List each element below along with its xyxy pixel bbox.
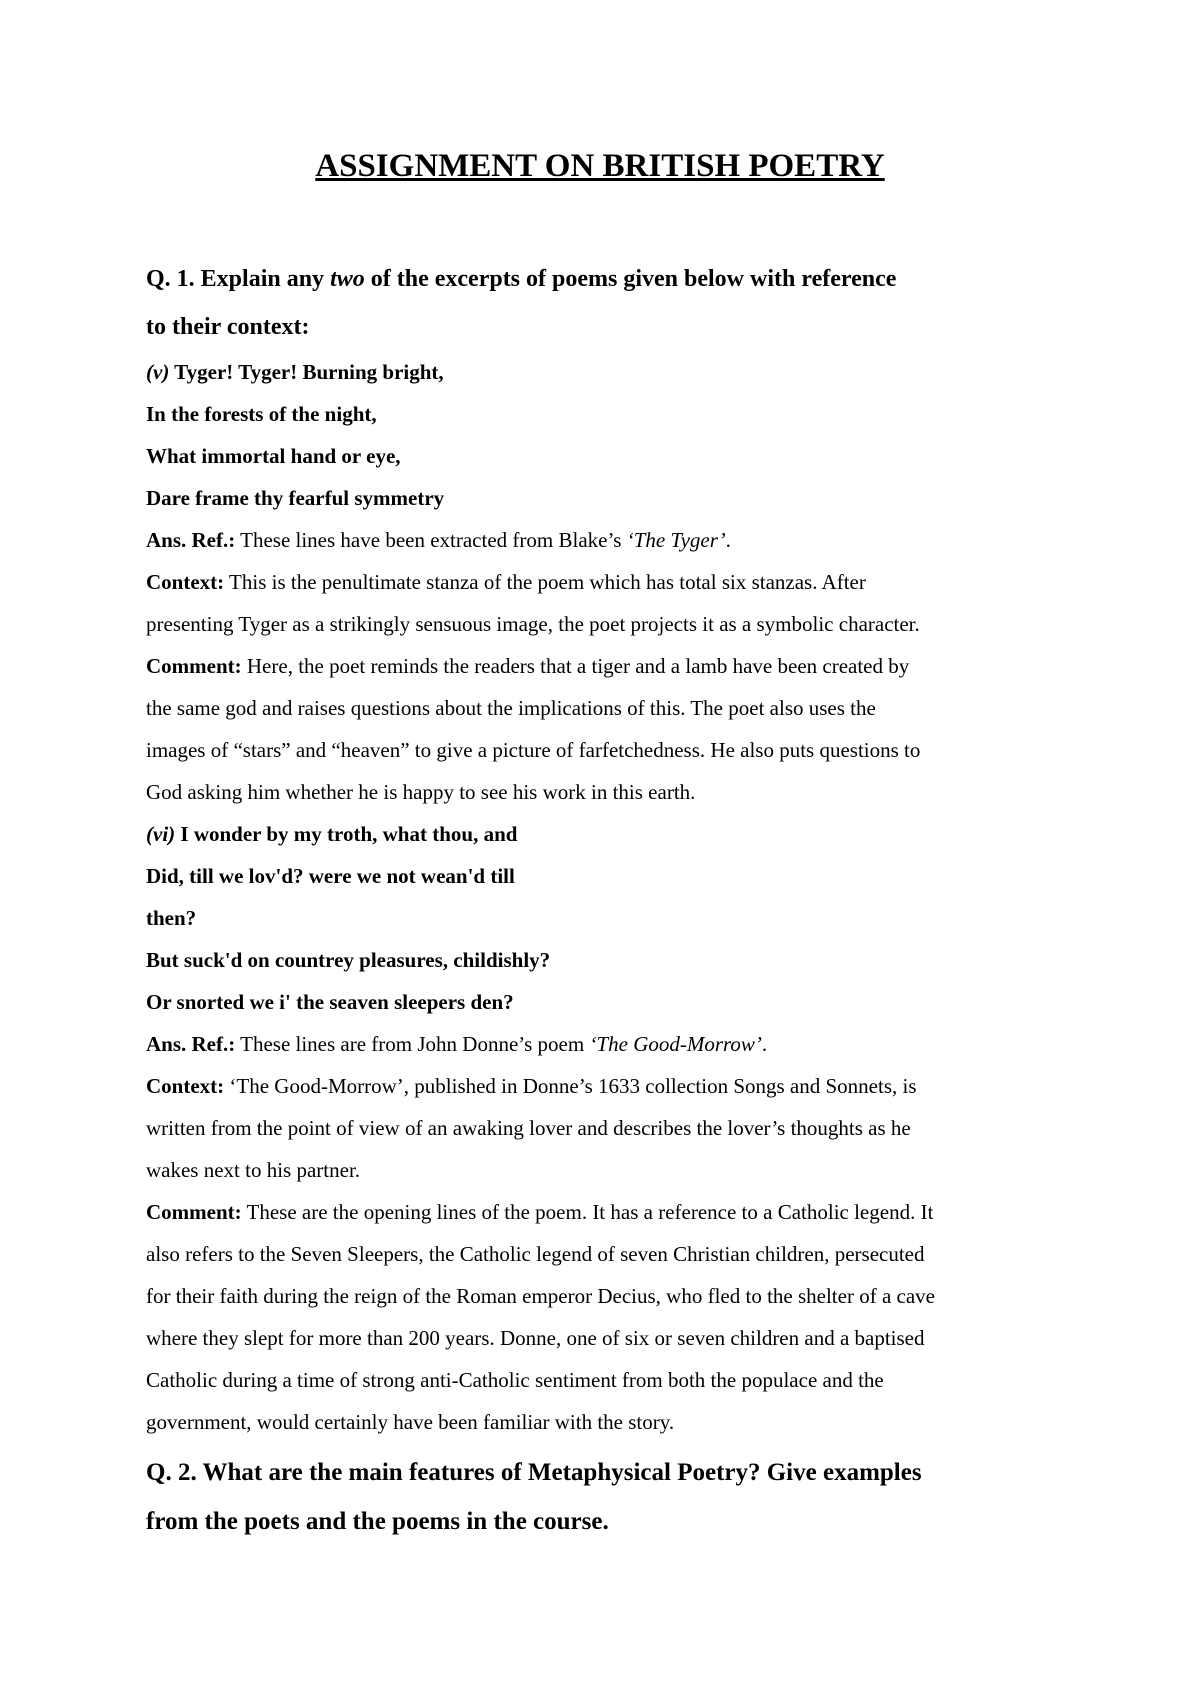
excerpt-v-context-line-1 bbox=[146, 561, 1076, 603]
excerpt-v-line-1 bbox=[146, 351, 1076, 393]
excerpt-v-answer-reference bbox=[146, 519, 1076, 561]
excerpt-v-line-4: Dare frame thy fearful symmetry bbox=[146, 486, 445, 510]
excerpt-v-comment-line-3: images of “stars” and “heaven” to give a picture of farfetchedness. He also puts questions to bbox=[146, 738, 921, 762]
excerpt-vi-marker: (vi) bbox=[146, 822, 176, 846]
poem-title: ‘The Good-Morrow’ bbox=[589, 1032, 762, 1056]
excerpt-vi-line-1 bbox=[146, 813, 1076, 855]
excerpt-vi-text: I wonder by my troth, what thou, and bbox=[175, 822, 518, 846]
answer-reference-label: Ans. Ref.: bbox=[146, 528, 236, 552]
question-1-label: Q. 1. bbox=[146, 266, 195, 292]
excerpt-vi-line-3: then? bbox=[146, 906, 197, 930]
context-label: Context: bbox=[146, 570, 225, 594]
comment-text: Here, the poet reminds the readers that a tiger and a lamb have been created by bbox=[241, 654, 910, 678]
comment-label: Comment: bbox=[146, 1200, 242, 1224]
poem-title: ‘The Tyger’ bbox=[626, 528, 726, 552]
document-body bbox=[146, 255, 1076, 1546]
answer-reference-end: . bbox=[761, 1032, 768, 1056]
context-text: This is the penultimate stanza of the poem which has total six stanzas. After bbox=[224, 570, 866, 594]
excerpt-vi-context-line-1 bbox=[146, 1065, 1076, 1107]
excerpt-v-comment-line-1 bbox=[146, 645, 1076, 687]
question-1-text-after: of the excerpts of poems given below with reference bbox=[364, 266, 897, 292]
excerpt-vi-comment-line-3: for their faith during the reign of the Roman emperor Decius, who fled to the shelter of a cave bbox=[146, 1284, 935, 1308]
excerpt-vi-comment-line-6: government, would certainly have been familiar with the story. bbox=[146, 1410, 675, 1434]
context-text: ‘The Good-Morrow’, published in Donne’s 1633 collection Songs and Sonnets, is bbox=[224, 1074, 917, 1098]
excerpt-vi-answer-reference bbox=[146, 1023, 1076, 1065]
question-1-line-1 bbox=[146, 255, 1076, 303]
question-1-text-before: Explain any bbox=[194, 266, 331, 292]
excerpt-vi-context-line-3: wakes next to his partner. bbox=[146, 1158, 361, 1182]
answer-reference-end: . bbox=[725, 528, 731, 552]
excerpt-v-line-2: In the forests of the night, bbox=[146, 402, 377, 426]
excerpt-vi-context-line-2: written from the point of view of an awaking lover and describes the lover’s thoughts as he bbox=[146, 1116, 911, 1140]
excerpt-v-marker: (v) bbox=[146, 360, 170, 384]
excerpt-v-text: Tyger! Tyger! Burning bright, bbox=[169, 360, 444, 384]
page-title: ASSIGNMENT ON BRITISH POETRY bbox=[315, 148, 885, 184]
comment-text: These are the opening lines of the poem. It has a reference to a Catholic legend. It bbox=[241, 1200, 934, 1224]
excerpt-vi-line-5: Or snorted we i' the seaven sleepers den? bbox=[146, 990, 514, 1014]
excerpt-vi-comment-line-2: also refers to the Seven Sleepers, the Catholic legend of seven Christian children, persecuted bbox=[146, 1242, 925, 1266]
answer-reference-label: Ans. Ref.: bbox=[146, 1032, 236, 1056]
context-label: Context: bbox=[146, 1074, 225, 1098]
question-2-line-2: from the poets and the poems in the course. bbox=[146, 1508, 609, 1535]
question-2-line-1: Q. 2. What are the main features of Metaphysical Poetry? Give examples bbox=[146, 1459, 922, 1486]
excerpt-v-comment-line-2: the same god and raises questions about the implications of this. The poet also uses the bbox=[146, 696, 876, 720]
comment-label: Comment: bbox=[146, 654, 242, 678]
excerpt-vi-comment-line-5: Catholic during a time of strong anti-Catholic sentiment from both the populace and the bbox=[146, 1368, 884, 1392]
answer-reference-text: These lines are from John Donne’s poem bbox=[235, 1032, 590, 1056]
excerpt-vi-comment-line-4: where they slept for more than 200 years. Donne, one of six or seven children and a baptised bbox=[146, 1326, 925, 1350]
excerpt-vi-line-2: Did, till we lov'd? were we not wean'd till bbox=[146, 864, 515, 888]
excerpt-v-comment-line-4: God asking him whether he is happy to see his work in this earth. bbox=[146, 780, 696, 804]
answer-reference-text: These lines have been extracted from Blake’s bbox=[235, 528, 627, 552]
excerpt-vi-line-4: But suck'd on countrey pleasures, childishly? bbox=[146, 948, 551, 972]
excerpt-vi-comment-line-1 bbox=[146, 1191, 1076, 1233]
excerpt-v-context-line-2: presenting Tyger as a strikingly sensuous image, the poet projects it as a symbolic character. bbox=[146, 612, 920, 636]
question-1-emphasis: two bbox=[330, 266, 365, 292]
question-1-line-2: to their context: bbox=[146, 314, 310, 340]
excerpt-v-line-3: What immortal hand or eye, bbox=[146, 444, 401, 468]
